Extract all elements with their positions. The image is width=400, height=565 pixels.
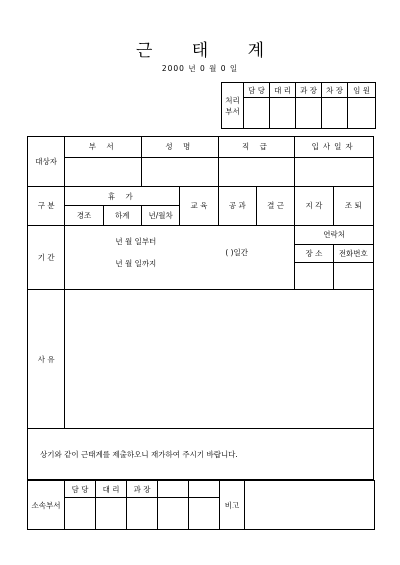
bottom-sign-cell[interactable] xyxy=(158,498,189,530)
bottom-sign-cell[interactable] xyxy=(189,498,220,530)
name-field[interactable] xyxy=(141,157,218,186)
type-early-leave[interactable]: 조 퇴 xyxy=(333,186,373,225)
approval-header-staff: 담 당 xyxy=(244,83,270,98)
bottom-header-assistant: 대 리 xyxy=(96,481,127,498)
period-label: 기 간 xyxy=(28,226,65,290)
bottom-header-blank xyxy=(189,481,220,498)
period-from: 년 월 일부터 xyxy=(115,237,157,247)
header-join-date: 입사일자 xyxy=(295,137,374,158)
remark-field[interactable] xyxy=(245,481,375,530)
bottom-header-blank xyxy=(158,481,189,498)
type-absence[interactable]: 결 근 xyxy=(256,186,294,225)
leave-summer[interactable]: 하계 xyxy=(103,206,141,226)
header-department: 부 서 xyxy=(65,137,142,158)
target-label: 대상자 xyxy=(28,137,65,187)
remark-label: 비고 xyxy=(220,481,245,530)
bottom-header-manager: 과 장 xyxy=(127,481,158,498)
statement-cell xyxy=(28,429,374,480)
approval-header-deputy: 차 장 xyxy=(322,83,348,98)
contact-place-field[interactable] xyxy=(295,263,333,290)
header-rank: 직 급 xyxy=(218,137,295,158)
contact-place-label: 장 소 xyxy=(295,244,333,263)
approval-bottom-table xyxy=(27,480,375,530)
header-name: 성 명 xyxy=(141,137,218,158)
date-line: 2000 년 0 월 0 일 xyxy=(161,64,239,73)
leave-label: 휴 가 xyxy=(65,186,180,206)
approval-header-executive: 임 원 xyxy=(348,83,376,98)
bottom-side-label: 소속부서 xyxy=(28,481,65,530)
bottom-header-staff: 담 당 xyxy=(65,481,96,498)
approval-sign-cell[interactable] xyxy=(244,98,270,129)
contact-phone-label: 전화번호 xyxy=(333,244,373,263)
approval-top-table xyxy=(221,82,376,129)
approval-header-manager: 과 장 xyxy=(296,83,322,98)
department-field[interactable] xyxy=(65,157,142,186)
rank-field[interactable] xyxy=(218,157,295,186)
type-official[interactable]: 공 과 xyxy=(218,186,256,225)
page-title: 근 태 계 xyxy=(135,41,282,61)
approval-sign-cell[interactable] xyxy=(322,98,348,129)
approval-sign-cell[interactable] xyxy=(270,98,296,129)
reason-field[interactable] xyxy=(65,290,374,429)
main-form-table xyxy=(27,136,374,480)
approval-sign-cell[interactable] xyxy=(296,98,322,129)
leave-condolence[interactable]: 경조 xyxy=(65,206,103,226)
approval-header-assistant: 대 리 xyxy=(270,83,296,98)
type-education[interactable]: 교 육 xyxy=(180,186,218,225)
contact-phone-field[interactable] xyxy=(333,263,373,290)
bottom-sign-cell[interactable] xyxy=(96,498,127,530)
join-date-field[interactable] xyxy=(295,157,374,186)
approval-side-label: 처리 부서 xyxy=(222,83,244,129)
bottom-sign-cell[interactable] xyxy=(127,498,158,530)
bottom-sign-cell[interactable] xyxy=(65,498,96,530)
leave-annual-monthly[interactable]: 년/월차 xyxy=(141,206,179,226)
statement-text: 상기와 같이 근태계를 제출하오니 재가하여 주시기 바랍니다. xyxy=(40,449,238,459)
period-days: ( )일간 xyxy=(225,248,249,258)
approval-sign-cell[interactable] xyxy=(348,98,376,129)
reason-label: 사 유 xyxy=(28,290,65,429)
period-to: 년 월 일까지 xyxy=(115,259,157,269)
category-label: 구 분 xyxy=(28,186,65,225)
contact-label: 연락처 xyxy=(295,226,374,245)
period-field[interactable] xyxy=(65,226,295,290)
type-late[interactable]: 지 각 xyxy=(295,186,333,225)
